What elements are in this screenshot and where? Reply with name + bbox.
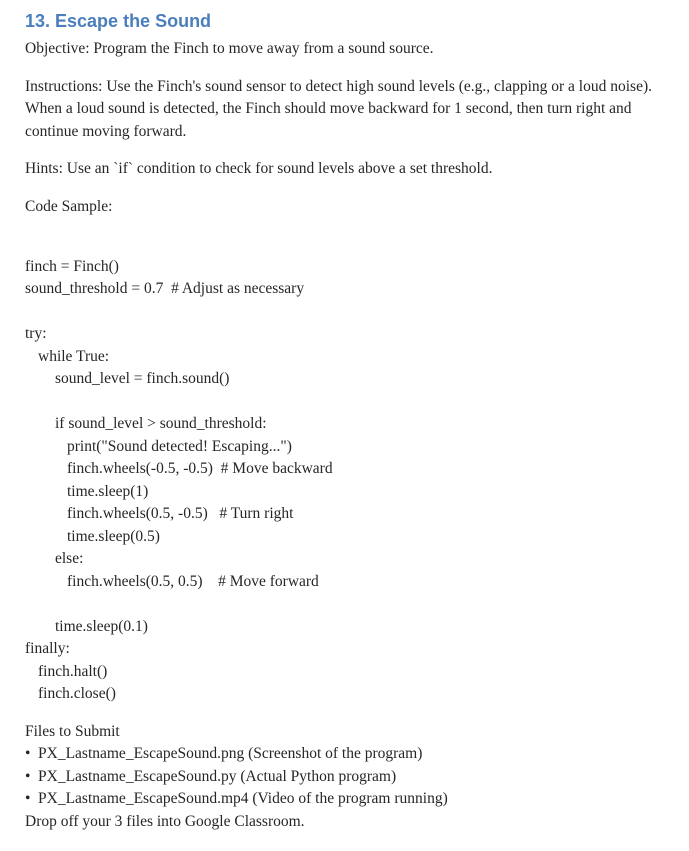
bullet-icon: • (25, 790, 31, 807)
code-line: print("Sound detected! Escaping...") (67, 437, 292, 455)
instructions-text: Instructions: Use the Finch's sound sensor to detect high sound levels (e.g., clapping or a loud noise). When a loud sound is detected, the Finch should move backward for 1 second, then turn right and continue moving forward. (25, 77, 652, 140)
code-line: time.sleep(0.1) (55, 617, 148, 635)
code-line: finch.wheels(0.5, -0.5) # Turn right (67, 505, 294, 522)
code-line: sound_level = finch.sound() (55, 370, 230, 387)
code-line: finch.halt() (38, 662, 108, 680)
blank-line (25, 301, 669, 324)
code-line: while True: (38, 347, 110, 365)
bullet-icon: • (25, 767, 31, 785)
file-item (25, 743, 669, 766)
files-heading: Files to Submit (25, 722, 120, 740)
page-title: 13. Escape the Sound (25, 11, 212, 31)
blank-line (25, 391, 669, 414)
blank-line (25, 233, 669, 256)
code-sample-label: Code Sample: (25, 197, 113, 215)
code-line: finch.wheels(-0.5, -0.5) # Move backward (67, 460, 333, 477)
code-line: time.sleep(0.5) (67, 527, 160, 545)
bullet-icon: • (25, 745, 31, 762)
code-line: finch.wheels(0.5, 0.5) # Move forward (67, 572, 319, 590)
code-line: try: (25, 325, 47, 342)
code-line: if sound_level > sound_threshold: (55, 415, 267, 432)
hints-text: Hints: Use an `if` condition to check for sound levels above a set threshold. (25, 160, 493, 177)
file-item-text: PX_Lastname_EscapeSound.mp4 (Video of the program running) (38, 790, 448, 807)
code-line: else: (55, 550, 84, 567)
code-line: finch = Finch() (25, 257, 119, 275)
dropoff-text: Drop off your 3 files into Google Classroom. (25, 812, 305, 830)
file-item-text: PX_Lastname_EscapeSound.py (Actual Python program) (38, 767, 397, 785)
blank-line (25, 593, 669, 616)
code-line: finch.close() (38, 685, 116, 702)
code-line: time.sleep(1) (67, 482, 149, 500)
code-line: sound_threshold = 0.7 # Adjust as necessary (25, 280, 305, 297)
files-section (25, 721, 669, 834)
file-item (25, 788, 669, 811)
file-item (25, 766, 669, 789)
file-item-text: PX_Lastname_EscapeSound.png (Screenshot of the program) (38, 745, 423, 762)
code-sample-block (25, 233, 669, 706)
objective-text: Objective: Program the Finch to move away from a sound source. (25, 40, 434, 57)
code-line: finally: (25, 640, 70, 657)
